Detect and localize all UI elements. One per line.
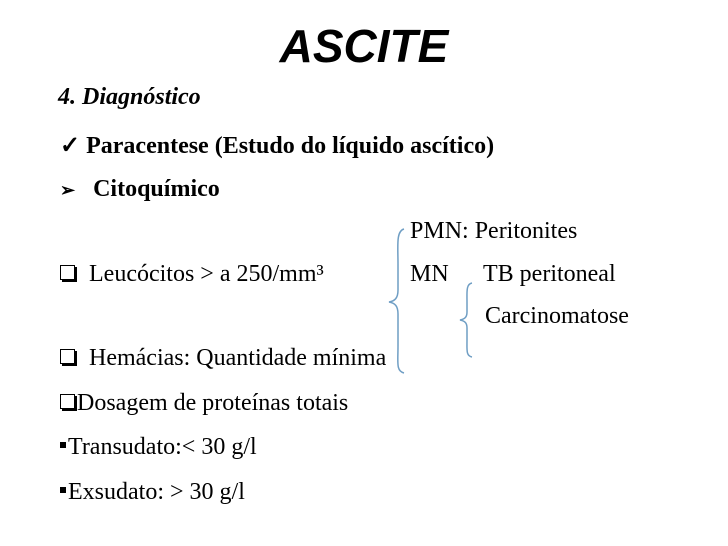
square-bullet-icon [60, 487, 66, 493]
exsudato-text: Exsudato: > 30 g/l [68, 479, 245, 505]
check-item [60, 131, 494, 161]
checkbox-bullet-icon [60, 349, 75, 364]
dosagem-item [60, 388, 348, 418]
mn-text: MN [410, 261, 449, 287]
arrow-bullet-icon: ➢ [60, 180, 76, 200]
transudato-text: Transudato:< 30 g/l [68, 434, 257, 460]
exsudato-item [60, 477, 245, 507]
transudato-item [60, 432, 257, 462]
leucocitos-item [60, 259, 324, 289]
slide-title: ASCITE [279, 20, 449, 72]
check-item-text: Paracentese (Estudo do líquido ascítico) [86, 133, 495, 159]
small-brace-icon [456, 282, 476, 358]
arrow-item [60, 174, 220, 205]
square-bullet-icon [60, 442, 66, 448]
large-brace-icon [386, 228, 410, 374]
pmn-text: PMN: Peritonites [410, 218, 578, 244]
leucocitos-text: Leucócitos > a 250/mm³ [89, 261, 324, 287]
dosagem-text: Dosagem de proteínas totais [77, 390, 349, 416]
checkmark-icon: ✓ [60, 133, 81, 159]
tb-text: TB peritoneal [483, 261, 616, 287]
checkbox-bullet-icon [60, 394, 75, 409]
hemacias-text: Hemácias: Quantidade mínima [89, 345, 387, 371]
section-heading: 4. Diagnóstico [58, 84, 201, 110]
checkbox-bullet-icon [60, 265, 75, 280]
arrow-item-text: Citoquímico [93, 176, 220, 202]
carcinomatose-text: Carcinomatose [485, 303, 629, 329]
hemacias-item [60, 343, 386, 373]
